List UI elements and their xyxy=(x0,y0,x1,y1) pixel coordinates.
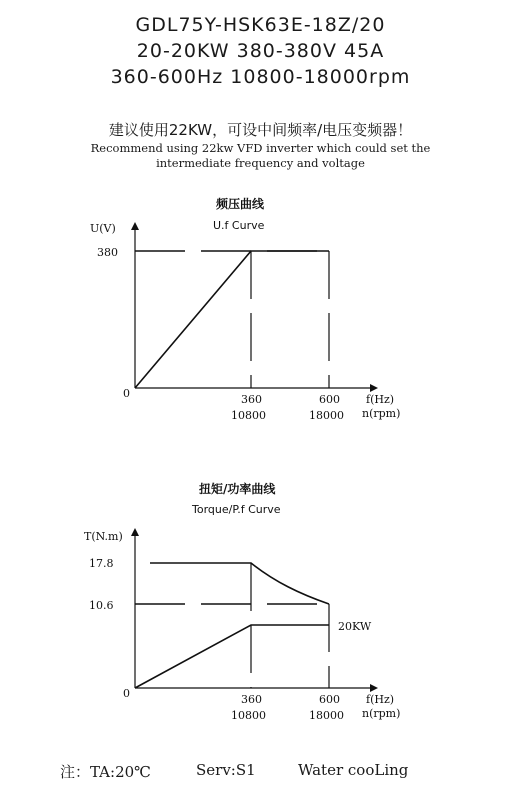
torque-curve xyxy=(150,563,329,604)
torque-x-axis-label-rpm: n(rpm) xyxy=(362,707,401,720)
uf-y-axis-label: U(V) xyxy=(90,222,116,235)
uf-origin-label: 0 xyxy=(123,387,130,400)
model-number: GDL75Y-HSK63E-18Z/20 xyxy=(135,14,386,36)
frequency-speed-range: 360-600Hz 10800-18000rpm xyxy=(110,66,411,88)
uf-voltage-curve xyxy=(135,251,329,388)
torque-y-tick-10-6: 10.6 xyxy=(89,599,114,612)
power-curve xyxy=(135,625,329,688)
recommendation-cn: 建议使用22KW，可设中间频率/电压变频器！ xyxy=(108,121,413,139)
recommendation-en-line1: Recommend using 22kw VFD inverter which could set the xyxy=(90,141,431,155)
uf-y-tick-380: 380 xyxy=(97,246,118,259)
uf-chart-title: 频压曲线 xyxy=(216,197,265,211)
uf-x-axis-label-rpm: n(rpm) xyxy=(362,407,401,420)
torque-y-axis-label: T(N.m) xyxy=(84,530,123,543)
torque-x-tick-360: 360 xyxy=(241,693,262,706)
cooling-type: Water cooLing xyxy=(298,761,409,779)
ambient-temperature-note: 注：TA:20℃ xyxy=(60,763,151,781)
uf-x-tick-360: 360 xyxy=(241,393,262,406)
torque-x-tick-10800: 10800 xyxy=(231,709,266,722)
uf-x-axis-label-hz: f(Hz) xyxy=(366,393,395,406)
uf-chart-subtitle: U.f Curve xyxy=(213,219,265,232)
torque-chart-subtitle: Torque/P.f Curve xyxy=(192,503,281,516)
power-voltage-current: 20-20KW 380-380V 45A xyxy=(136,40,385,62)
torque-x-axis-label-hz: f(Hz) xyxy=(366,693,395,706)
recommendation-en-line2: intermediate frequency and voltage xyxy=(156,156,365,170)
service-duty: Serv:S1 xyxy=(196,761,256,779)
uf-x-tick-600: 600 xyxy=(319,393,340,406)
uf-chart xyxy=(90,222,400,422)
torque-x-tick-600: 600 xyxy=(319,693,340,706)
torque-x-tick-18000: 18000 xyxy=(309,709,344,722)
power-label: 20KW xyxy=(338,620,372,633)
uf-x-tick-10800: 10800 xyxy=(231,409,266,422)
torque-y-tick-17-8: 17.8 xyxy=(89,557,114,570)
torque-origin-label: 0 xyxy=(123,687,130,700)
uf-x-tick-18000: 18000 xyxy=(309,409,344,422)
torque-chart-title: 扭矩/功率曲线 xyxy=(199,482,276,496)
torque-chart xyxy=(84,530,400,722)
